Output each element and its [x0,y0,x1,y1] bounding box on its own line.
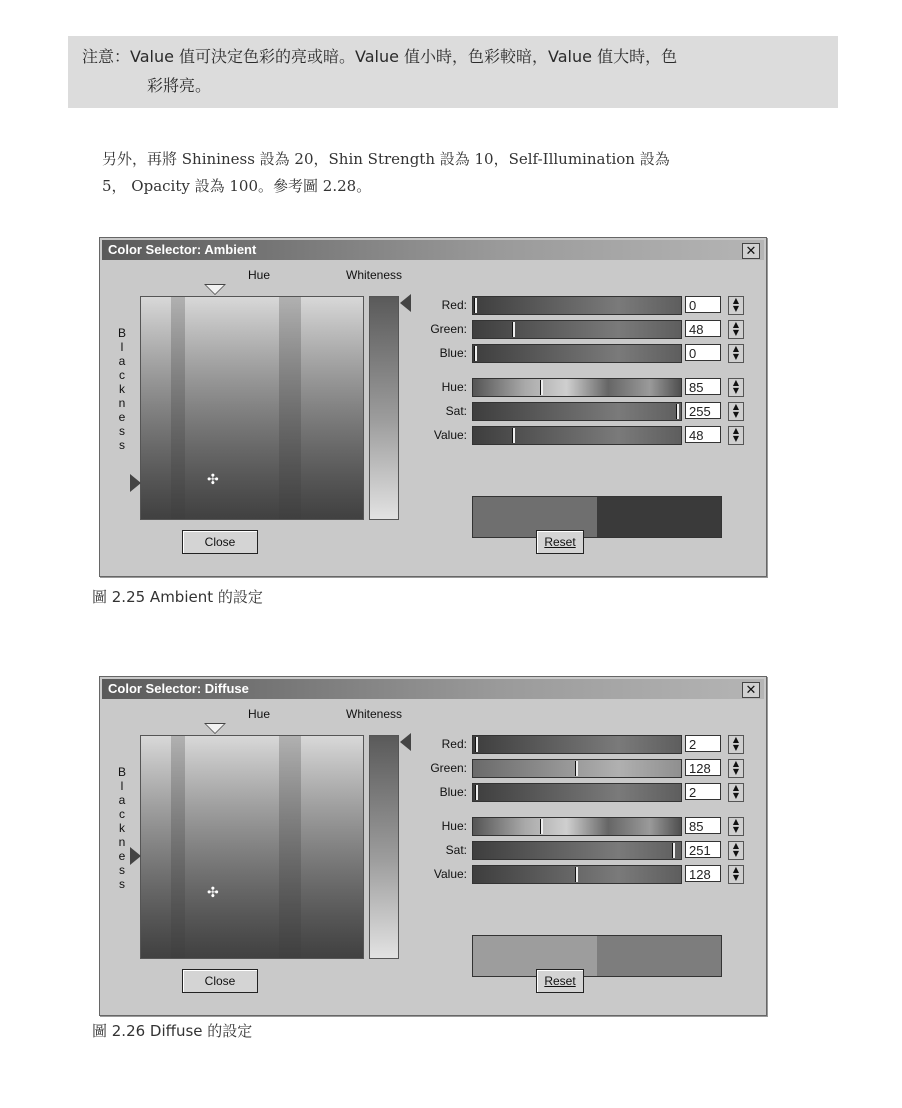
slider-thumb[interactable] [676,404,679,419]
paragraph-line-2: 5， Opacity 設為 100。參考圖 2.28。 [102,177,372,195]
color-selector-ambient-dialog [99,237,767,577]
blackness-label [116,765,128,891]
figure-caption-diffuse: 圖 2.26 Diffuse 的設定 [92,1022,253,1040]
slider-label: Blue: [439,346,467,360]
blackness-letter: a [118,793,126,807]
blackness-letter: B [117,765,126,779]
blackness-letter: k [119,821,125,835]
value-field[interactable]: 85 [685,817,721,834]
note-box [68,36,838,108]
color-selector-diffuse-dialog [99,676,767,1016]
spinner-arrows-icon[interactable]: ▲ ▼ [728,759,744,778]
slider-thumb[interactable] [575,761,578,776]
slider-label: Green: [430,322,467,336]
color-slider[interactable] [472,402,682,421]
slider-label: Sat: [445,404,467,418]
color-slider[interactable] [472,426,682,445]
value-field[interactable]: 2 [685,735,721,752]
color-slider[interactable] [472,783,682,802]
close-icon[interactable]: ✕ [742,243,760,259]
close-icon[interactable]: ✕ [742,682,760,698]
slider-label: Red: [441,298,467,312]
spinner-arrows-icon[interactable]: ▲ ▼ [728,817,744,836]
blackness-letter: e [118,849,126,863]
slider-thumb[interactable] [474,346,477,361]
color-slider[interactable] [472,759,682,778]
value-field[interactable]: 48 [685,426,721,443]
blackness-letter: k [119,382,125,396]
slider-label: Value: [433,867,467,881]
value-field[interactable]: 85 [685,378,721,395]
blackness-letter: l [120,340,124,354]
blackness-letter: s [119,863,125,877]
slider-thumb[interactable] [575,867,578,882]
note-line-1: 注意：Value 值可決定色彩的亮或暗。Value 值小時，色彩較暗，Value 值大時，色 [82,47,678,66]
slider-thumb[interactable] [512,322,515,337]
close-button[interactable]: Close [182,530,258,554]
reset-button[interactable]: Reset [536,969,584,993]
spinner-arrows-icon[interactable]: ▲ ▼ [728,320,744,339]
hue-label: Hue [248,268,271,282]
reset-button[interactable]: Reset [536,530,584,554]
whiteness-label: Whiteness [346,707,403,721]
blackness-pointer-icon[interactable] [130,847,141,865]
value-field[interactable]: 2 [685,783,721,800]
spinner-arrows-icon[interactable]: ▲ ▼ [728,402,744,421]
spinner-arrows-icon[interactable]: ▲ ▼ [728,841,744,860]
color-slider[interactable] [472,841,682,860]
blackness-letter: s [119,877,125,891]
blackness-letter: s [119,438,125,452]
color-slider[interactable] [472,320,682,339]
blackness-letter: s [119,424,125,438]
title-bar[interactable] [102,240,764,260]
value-field[interactable]: 128 [685,865,721,882]
slider-label: Hue: [441,819,467,833]
title-bar[interactable] [102,679,764,699]
figure-caption-ambient: 圖 2.25 Ambient 的設定 [92,588,263,606]
color-swatch [472,496,722,538]
hue-blackness-square[interactable] [140,296,364,520]
color-slider[interactable] [472,865,682,884]
close-button[interactable]: Close [182,969,258,993]
color-slider[interactable] [472,296,682,315]
blackness-pointer-icon[interactable] [130,474,141,492]
value-field[interactable]: 251 [685,841,721,858]
blackness-letter: e [118,410,126,424]
slider-label: Green: [430,761,467,775]
slider-thumb[interactable] [475,737,478,752]
color-slider[interactable] [472,735,682,754]
blackness-letter: c [119,368,125,382]
spinner-arrows-icon[interactable]: ▲ ▼ [728,344,744,363]
blackness-letter: B [117,326,126,340]
slider-thumb[interactable] [475,785,478,800]
hue-label: Hue [248,707,271,721]
value-field[interactable]: 0 [685,344,721,361]
note-line-2: 彩將亮。 [147,76,212,95]
whiteness-label: Whiteness [346,268,403,282]
blackness-letter: l [120,779,124,793]
color-slider[interactable] [472,344,682,363]
slider-thumb[interactable] [540,819,543,834]
blackness-letter: n [118,835,126,849]
spinner-arrows-icon[interactable]: ▲ ▼ [728,426,744,445]
hue-pointer-fill-icon [206,724,224,733]
slider-thumb[interactable] [512,428,515,443]
blackness-label [116,326,128,452]
spinner-arrows-icon[interactable]: ▲ ▼ [728,735,744,754]
dialog-title: Color Selector: Ambient [108,242,257,257]
color-swatch [472,935,722,977]
slider-thumb[interactable] [540,380,543,395]
value-field[interactable]: 128 [685,759,721,776]
slider-thumb[interactable] [474,298,477,313]
value-field[interactable]: 48 [685,320,721,337]
color-slider[interactable] [472,378,682,397]
blackness-letter: n [118,396,126,410]
slider-label: Hue: [441,380,467,394]
value-field[interactable]: 255 [685,402,721,419]
blackness-letter: a [118,354,126,368]
slider-label: Blue: [439,785,467,799]
slider-label: Sat: [445,843,467,857]
slider-label: Red: [441,737,467,751]
color-slider[interactable] [472,817,682,836]
spinner-arrows-icon[interactable]: ▲ ▼ [728,296,744,315]
value-field[interactable]: 0 [685,296,721,313]
hue-pointer-fill-icon [206,285,224,294]
slider-thumb[interactable] [672,843,675,858]
slider-label: Value: [433,428,467,442]
dialog-title: Color Selector: Diffuse [108,681,249,696]
spinner-arrows-icon[interactable]: ▲ ▼ [728,865,744,884]
crosshair-cursor-icon[interactable]: ✣ [207,472,219,488]
spinner-arrows-icon[interactable]: ▲ ▼ [728,378,744,397]
blackness-letter: c [119,807,125,821]
spinner-arrows-icon[interactable]: ▲ ▼ [728,783,744,802]
paragraph-line-1: 另外，再將 Shininess 設為 20，Shin Strength 設為 10，Self-Illumination 設為 [102,150,670,168]
crosshair-cursor-icon[interactable]: ✣ [207,885,219,901]
hue-blackness-square[interactable] [140,735,364,959]
